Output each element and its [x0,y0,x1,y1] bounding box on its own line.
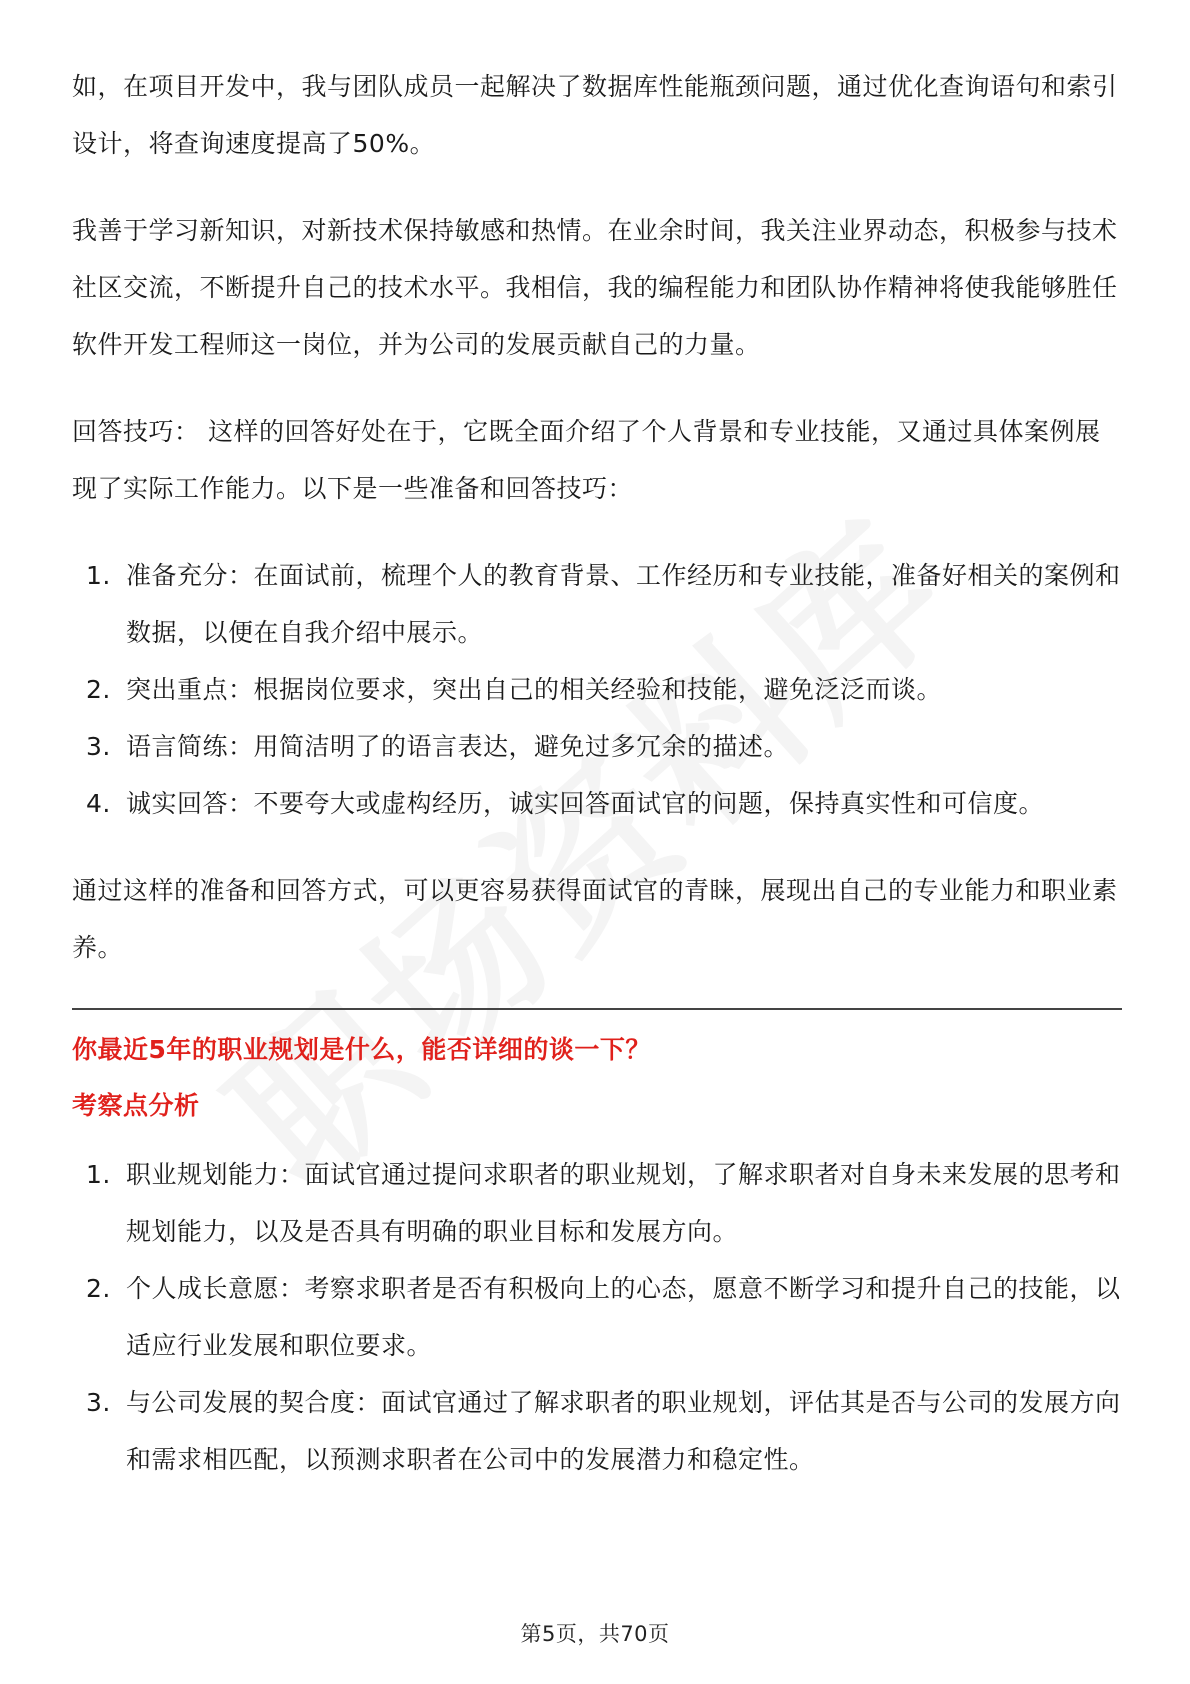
list-number: 1. [86,561,111,590]
analysis-heading: 考察点分析 [72,1091,200,1120]
list-item-text: 与公司发展的契合度：面试官通过了解求职者的职业规划，评估其是否与公司的发展方向和需求相匹配，以预测求职者在公司中的发展潜力和稳定性。 [126,1388,1121,1474]
list-item [72,547,1122,661]
list-item [72,775,1122,832]
paragraph-project-example: 如，在项目开发中，我与团队成员一起解决了数据库性能瓶颈问题，通过优化查询语句和索引设计，将查询速度提高了50%。 [72,72,1118,158]
paragraph-learning: 我善于学习新知识，对新技术保持敏感和热情。在业余时间，我关注业界动态，积极参与技术社区交流，不断提升自己的技术水平。我相信，我的编程能力和团队协作精神将使我能够胜任软件开发工程师这一岗位，并为公司的发展贡献自己的力量。 [72,216,1118,359]
page-footer: 第5页，共70页 [520,1622,670,1646]
question-heading: 你最近5年的职业规划是什么，能否详细的谈一下？ [72,1035,651,1064]
list-number: 1. [86,1160,111,1189]
list-item-text: 语言简练：用简洁明了的语言表达，避免过多冗余的描述。 [126,732,790,761]
list-item-text: 准备充分：在面试前，梳理个人的教育背景、工作经历和专业技能，准备好相关的案例和数据，以便在自我介绍中展示。 [126,561,1121,647]
paragraph-answer-tips-intro: 回答技巧： 这样的回答好处在于，它既全面介绍了个人背景和专业技能，又通过具体案例展现了实际工作能力。以下是一些准备和回答技巧： [72,417,1101,503]
list-number: 2. [86,1274,111,1303]
list-item [72,661,1122,718]
list-item [72,1146,1122,1260]
list-item-text: 诚实回答：不要夸大或虚构经历，诚实回答面试官的问题，保持真实性和可信度。 [126,789,1045,818]
list-item [72,1260,1122,1374]
paragraph-closing: 通过这样的准备和回答方式，可以更容易获得面试官的青睐，展现出自己的专业能力和职业素养。 [72,876,1118,962]
list-item-text: 突出重点：根据岗位要求，突出自己的相关经验和技能，避免泛泛而谈。 [126,675,943,704]
list-item-text: 个人成长意愿：考察求职者是否有积极向上的心态，愿意不断学习和提升自己的技能，以适应行业发展和职位要求。 [126,1274,1121,1360]
section-divider [72,1008,1122,1010]
list-item-text: 职业规划能力：面试官通过提问求职者的职业规划，了解求职者对自身未来发展的思考和规划能力，以及是否具有明确的职业目标和发展方向。 [126,1160,1121,1246]
list-item [72,718,1122,775]
list-number: 3. [86,732,111,761]
tips-list [72,547,1122,832]
list-number: 3. [86,1388,111,1417]
list-item [72,1374,1122,1488]
page-content [72,58,1122,1518]
list-number: 4. [86,789,111,818]
list-number: 2. [86,675,111,704]
analysis-list [72,1146,1122,1488]
